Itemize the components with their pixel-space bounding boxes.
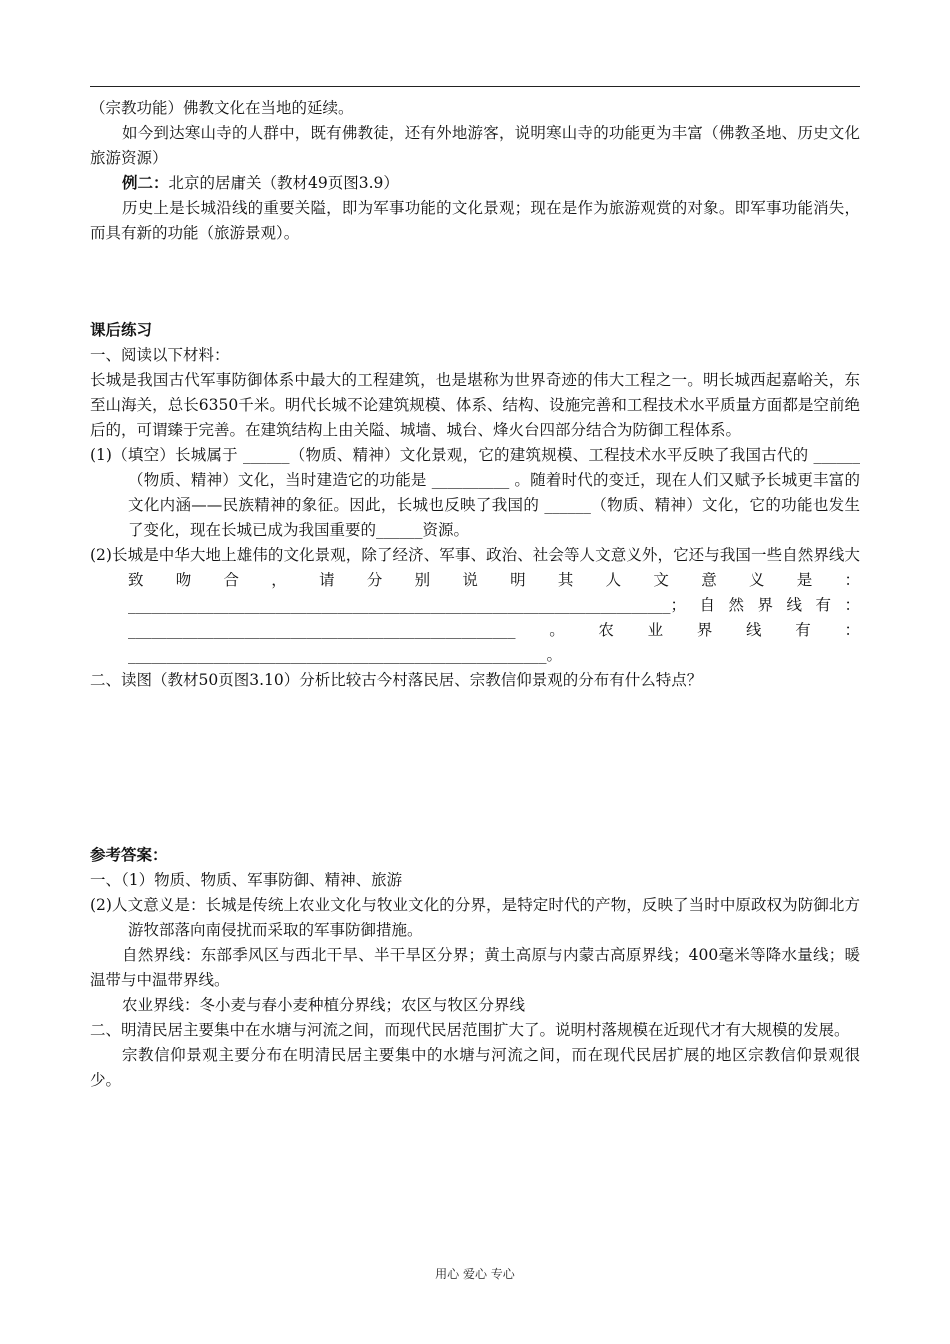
answer-2-2: 宗教信仰景观主要分布在明清民居主要集中的水塘与河流之间，而在现代民居扩展的地区宗教信仰景观很少。 [90, 1046, 860, 1089]
example-label: 例二： [122, 174, 169, 192]
answer-1-2: (2)人文意义是：长城是传统上农业文化与牧业文化的分界，是特定时代的产物，反映了当时中原政权为防御北方游牧部落向南侵扰而采取的军事防御措施。 [90, 896, 860, 939]
question-2: 二、读图（教材50页图3.10）分析比较古今村落民居、宗教信仰景观的分布有什么特点？ [90, 671, 703, 689]
page-footer: 用心 爱心 专心 [435, 1267, 515, 1281]
question-1-2: (2)长城是中华大地上雄伟的文化景观，除了经济、军事、政治、社会等人文意义外，它还与我国一些自然界线大致吻合，请分别说明其人文意义是：______________________________________________________________________；自然界线有：__________________________________________________。农业界线有：______________________________________________________。 [90, 546, 860, 664]
question-intro: 一、阅读以下材料： [90, 346, 230, 364]
answer-agri-boundary: 农业界线：冬小麦与春小麦种植分界线；农区与牧区分界线 [122, 996, 526, 1014]
page-content [90, 96, 860, 1093]
answers-title: 参考答案： [90, 846, 168, 864]
example-text: 北京的居庸关（教材49页图3.9） [168, 174, 399, 192]
answer-1-1: 一、（1）物质、物质、军事防御、精神、旅游 [90, 871, 403, 889]
question-1-1: (1)（填空）长城属于 ______（物质、精神）文化景观，它的建筑规模、工程技术水平反映了我国古代的 ______（物质、精神）文化，当时建造它的功能是 __________ 。随着时代的变迁，现在人们又赋予长城更丰富的文化内涵——民族精神的象征。因此，长城也反映了我国的 ______（物质、精神）文化，它的功能也发生了变化，现在长城已成为我国重要的______资源。 [90, 446, 860, 539]
answer-natural-boundary: 自然界线：东部季风区与西北干旱、半干旱区分界；黄土高原与内蒙古高原界线；400毫米等降水量线；暖温带与中温带界线。 [90, 946, 860, 989]
example-heading [90, 171, 860, 196]
exercise-title: 课后练习 [90, 321, 153, 339]
answer-2-1: 二、明清民居主要集中在水塘与河流之间，而现代民居范围扩大了。说明村落规模在近现代才有大规模的发展。 [90, 1021, 850, 1039]
text-paragraph: 如今到达寒山寺的人群中，既有佛教徒，还有外地游客，说明寒山寺的功能更为丰富（佛教圣地、历史文化旅游资源） [90, 124, 860, 167]
text-paragraph: 历史上是长城沿线的重要关隘，即为军事功能的文化景观；现在是作为旅游观赏的对象。即军事功能消失，而具有新的功能（旅游景观）。 [90, 199, 860, 242]
reading-material: 长城是我国古代军事防御体系中最大的工程建筑，也是堪称为世界奇迹的伟大工程之一。明长城西起嘉峪关，东至山海关，总长6350千米。明代长城不论建筑规模、体系、结构、设施完善和工程技术水平质量方面都是空前绝后的，可谓臻于完善。在建筑结构上由关隘、城墙、城台、烽火台四部分结合为防御工程体系。 [90, 371, 860, 439]
header-rule [90, 86, 860, 87]
text-line: （宗教功能）佛教文化在当地的延续。 [90, 99, 354, 117]
